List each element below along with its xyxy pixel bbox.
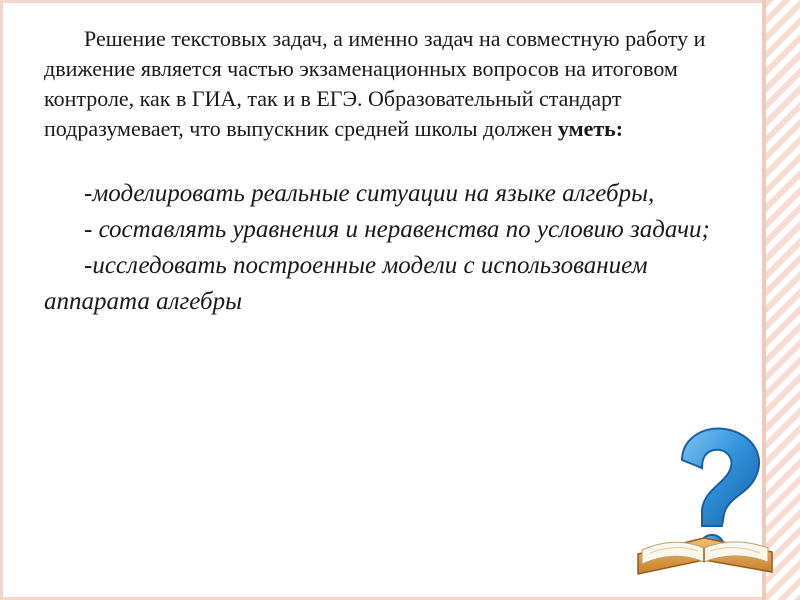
- question-mark-book-icon: [620, 422, 790, 592]
- intro-paragraph: [44, 24, 734, 144]
- skill-item: [44, 212, 734, 248]
- open-book-icon: [638, 538, 772, 574]
- intro-bold-word: уметь:: [557, 116, 624, 141]
- skills-list: [44, 176, 734, 320]
- skill-item: [44, 248, 734, 320]
- intro-text: Решение текстовых задач, а именно задач на совместную работу и движение является частью экзаменационных вопросов на итоговом контроле, как в ГИА, так и в ЕГЭ. Образовательный стандарт подразумевает, что выпускник средней школы должен: [44, 26, 706, 141]
- skill-item: [44, 176, 734, 212]
- slide-border-top: [0, 0, 766, 3]
- skill-text: -моделировать реальные ситуации на языке алгебры,: [84, 180, 655, 207]
- skill-text-continued: аппарата алгебры: [44, 288, 243, 315]
- slide-content: [44, 24, 734, 320]
- skill-text: -исследовать построенные модели с использованием: [84, 252, 648, 279]
- question-mark-icon: [682, 428, 759, 553]
- slide-border-left: [0, 0, 3, 600]
- skill-text: - составлять уравнения и неравенства по условию задачи;: [84, 216, 710, 243]
